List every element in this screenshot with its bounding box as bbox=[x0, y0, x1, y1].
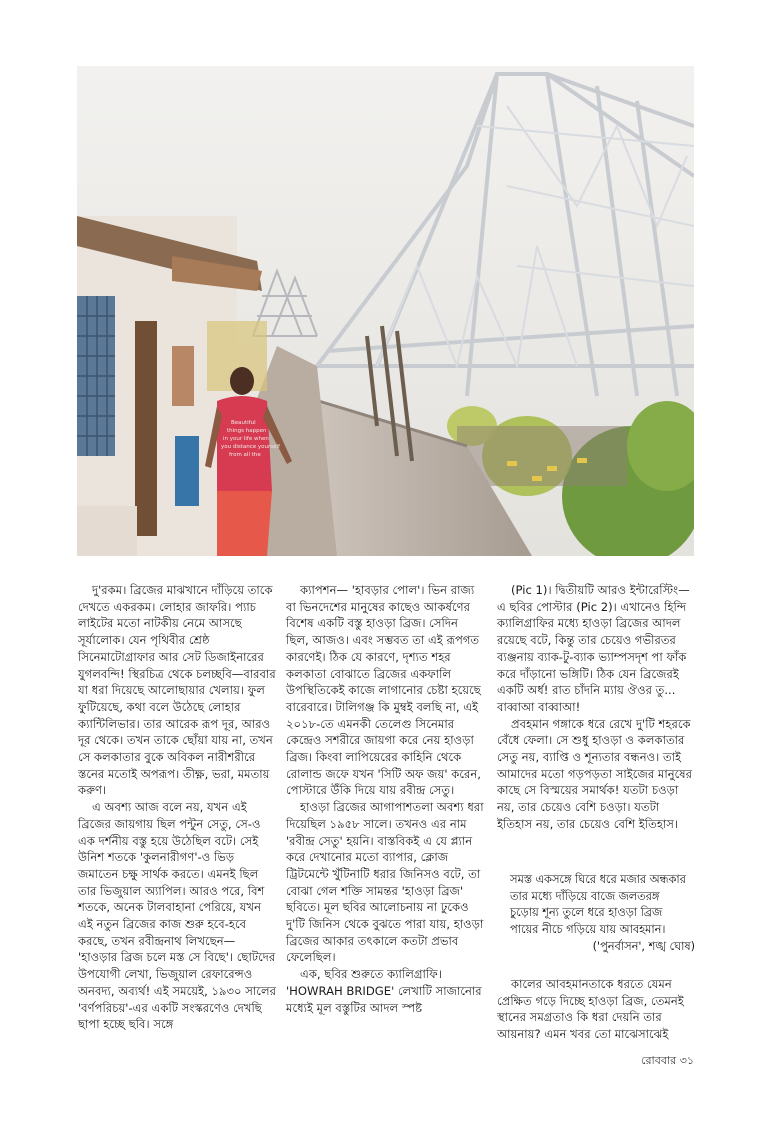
article-column-2 bbox=[286, 582, 484, 1016]
article-tail bbox=[497, 976, 695, 1043]
col1-paragraph-2: এ অবশ্য আজ বলে নয়, যখন এই ব্রিজের জায়গায় ছিল পন্টুন সেতু, সে-ও এক দর্শনীয় বস্তু হয়ে উঠেছিল বটে। সেই উনিশ শতকে 'কুলনারীগণ'-ও ভিড় জমাতেন চক্ষু সার্থক করতে। এমনই ছিল তার ভিজুয়াল অ্যাপিল। আরও পরে, বিশ শতকে, অনেক টালবাহানা পেরিয়ে, যখন এই নতুন ব্রিজের কাজ শুরু হবে-হবে করছে, তখন রবীন্দ্রনাথ লিখছেন— 'হাওড়ার ব্রিজ চলে মস্ত সে বিছে'। ছোটদের উপযোগী লেখা, ভিজুয়াল রেফারেন্সও অনবদ্য, অব্যর্থ! এই সময়েই, ১৯৩০ সালের 'বর্ণপরিচয়'-এর একটি সংস্করণেও দেখছি ছাপা হচ্ছে ছবি। সঙ্গে bbox=[78, 800, 276, 1032]
wooden-door bbox=[135, 321, 157, 536]
col2-paragraph-3: এক, ছবির শুরুতে ক্যালিগ্রাফি। 'HOWRAH BRIDGE' লেখাটি সাজানোর মধ্যেই মূল বস্তুটির আদল স্পষ্ট bbox=[286, 967, 482, 1015]
col3-paragraph-1: (Pic 1)। দ্বিতীয়টি আরও ইন্টারেস্টিং— এ ছবির পোস্টার (Pic 2)। এখানেও হিন্দি ক্যালিগ্রাফির মধ্যে হাওড়া ব্রিজের আদল রয়েছে বটে, কিন্তু তার চেয়েও গভীরতর ব্যঞ্জনায় ব্যাক-টু-ব্যাক ভ্যাম্পসদৃশ পা ফাঁক করে দাঁড়ানো ভঙ্গিটি। ঠিক যেন ব্রিজেরই একটি অর্ধ! রাত চাঁদনি ম্যায় ঔওর তু... বাব্বাআ বাব্বাআ! bbox=[497, 583, 690, 714]
photo-illustration bbox=[77, 66, 694, 556]
article-column-3 bbox=[497, 582, 695, 833]
poem-line-4: পায়ের নীচে গড়িয়ে যায় আবহমান। bbox=[510, 923, 666, 937]
poem-line-1: সমস্ত একসঙ্গে ঘিরে ধরে মজার অন্ধকার bbox=[510, 873, 686, 886]
tail-paragraph: কালের আবহমানতাকে ধরতে যেমন প্রেক্ষিত গড়ে দিচ্ছে হাওড়া ব্রিজ, তেমনই স্থানের সমগ্রতাও কি ধরা দেয়নি তার আয়নায়? এমন খবর তো মাঝেসাঝেই bbox=[497, 977, 684, 1042]
tshirt-line-3: in your life when bbox=[223, 436, 269, 442]
col2-paragraph-2: হাওড়া ব্রিজের আগাপাশতলা অবশ্য ধরা দিয়েছিল ১৯৫৮ সালে। তখনও এর নাম 'রবীন্দ্র সেতু' হয়নি। বাস্তবিকই এ যে প্ল্যান করে দেখানোর মতো ব্যাপার, ক্লোজ ট্রিটমেন্টে খুঁটিনাটি ধরার জিনিসও বটে, তা বোঝা গেল শক্তি সামন্তর 'হাওড়া ব্রিজ' ছবিতে। মূল ছবির আলোচনায় না ঢুকেও দু'টি জিনিস থেকে বুঝতে পারা যায়, হাওড়া ব্রিজের আকার তৎকালে কতটা প্রভাব ফেলেছিল। bbox=[286, 800, 484, 965]
col3-paragraph-2: প্রবহমান গঙ্গাকে ধরে রেখে দু'টি শহরকে বেঁধে ফেলা। সে শুধু হাওড়া ও কলকাতার সেতু নয়, ব্যাপ্তি ও শূন্যতার বন্ধনও। তাই আমাদের মতো গড়পড়তা সাইজের মানুষের কাছে সে বিস্ময়ের সমার্থক! যতটা চওড়া নয়, তার চেয়েও বেশি চওড়া। যতটা ইতিহাস নয়, তার চেয়েও বেশি ইতিহাস। bbox=[497, 716, 693, 831]
article-column-1 bbox=[78, 582, 276, 1033]
tshirt-line-5: from all the bbox=[229, 452, 261, 458]
poem-line-2: তার মধ্যে দাঁড়িয়ে বাজে জলতরঙ্গ bbox=[510, 889, 660, 903]
tshirt-line-4: you distance yourself bbox=[221, 444, 280, 450]
poem-line-3: চুড়োয় শূন্য তুলে ধরে হাওড়া ব্রিজ bbox=[510, 906, 663, 920]
tiled-ledge bbox=[77, 506, 137, 556]
tshirt-line-2: things happen bbox=[227, 428, 267, 434]
window-shutter bbox=[172, 346, 194, 406]
col1-paragraph-1: দু'রকম। ব্রিজের মাঝখানে দাঁড়িয়ে তাকে দেখতে একরকম। লোহার জাফরি। প্যাচ লাইটের মতো নাটকীয় নেমে আসছে সূর্যালোক। যেন পৃথিবীর শ্রেষ্ঠ সিনেমাটোগ্রাফার আর সেট ডিজাইনারের যুগলবন্দি! স্থিরচিত্র থেকে চলচ্ছবি—বারবার যা ধরা দিয়েছে আলোছায়ার খেলায়। ফুল ফুটিয়েছে, কথা বলে উঠেছে লোহার ক্যান্টিলিভার। তার আরেক রূপ দূর, আরও দূর থেকে। তখন তাকে ছোঁয়া যায় না, তখন সে কলকাতার বুকে অবিকল নারীশরীরে স্তনের মতোই অপরূপ। তীক্ষ্ণ, ভরা, মমতায় করুণ। bbox=[78, 583, 276, 798]
howrah-bridge-photo bbox=[77, 66, 694, 556]
poem-credit: ('পুনর্বাসন', শঙ্খ ঘোষ) bbox=[592, 939, 695, 953]
col2-paragraph-1: ক্যাপশন— 'হাবড়ার পোল'। ভিন রাজ্য বা ভিনদেশের মানুষের কাছেও আকর্ষণের বিশেষ একটি বস্তু হাওড়া ব্রিজ। সেদিন ছিল, আজও। এবং সম্ভবত তা এই রূপগত কারণেই। ঠিক যে কারণে, দৃশ্যত শহর কলকাতা বোঝাতে ব্রিজের একফালি উপস্থিতিকেই কাজে লাগানোর চেষ্টা হয়েছে বারেবারে। টালিগঞ্জ কি মুম্বই বলছি না, এই ২০১৮-তে এমনকী তেলেগু সিনেমার কেন্দ্রেও সশরীরে জায়গা করে নেয় হাওড়া ব্রিজ। কিংবা লাপিয়েরের কাহিনি থেকে রোলান্ড জফে যখন 'সিটি অফ জয়' করেন, পোস্টারে উঁকি দিয়ে যায় রবীন্দ্র সেতু। bbox=[286, 583, 481, 798]
blue-drum bbox=[175, 436, 199, 506]
magazine-name: রোববার bbox=[641, 1054, 677, 1067]
page-number: ৩১ bbox=[679, 1054, 694, 1067]
page-footer bbox=[598, 1052, 694, 1071]
poem-quote bbox=[510, 872, 695, 956]
tshirt-line-1: Beautiful bbox=[231, 420, 256, 426]
